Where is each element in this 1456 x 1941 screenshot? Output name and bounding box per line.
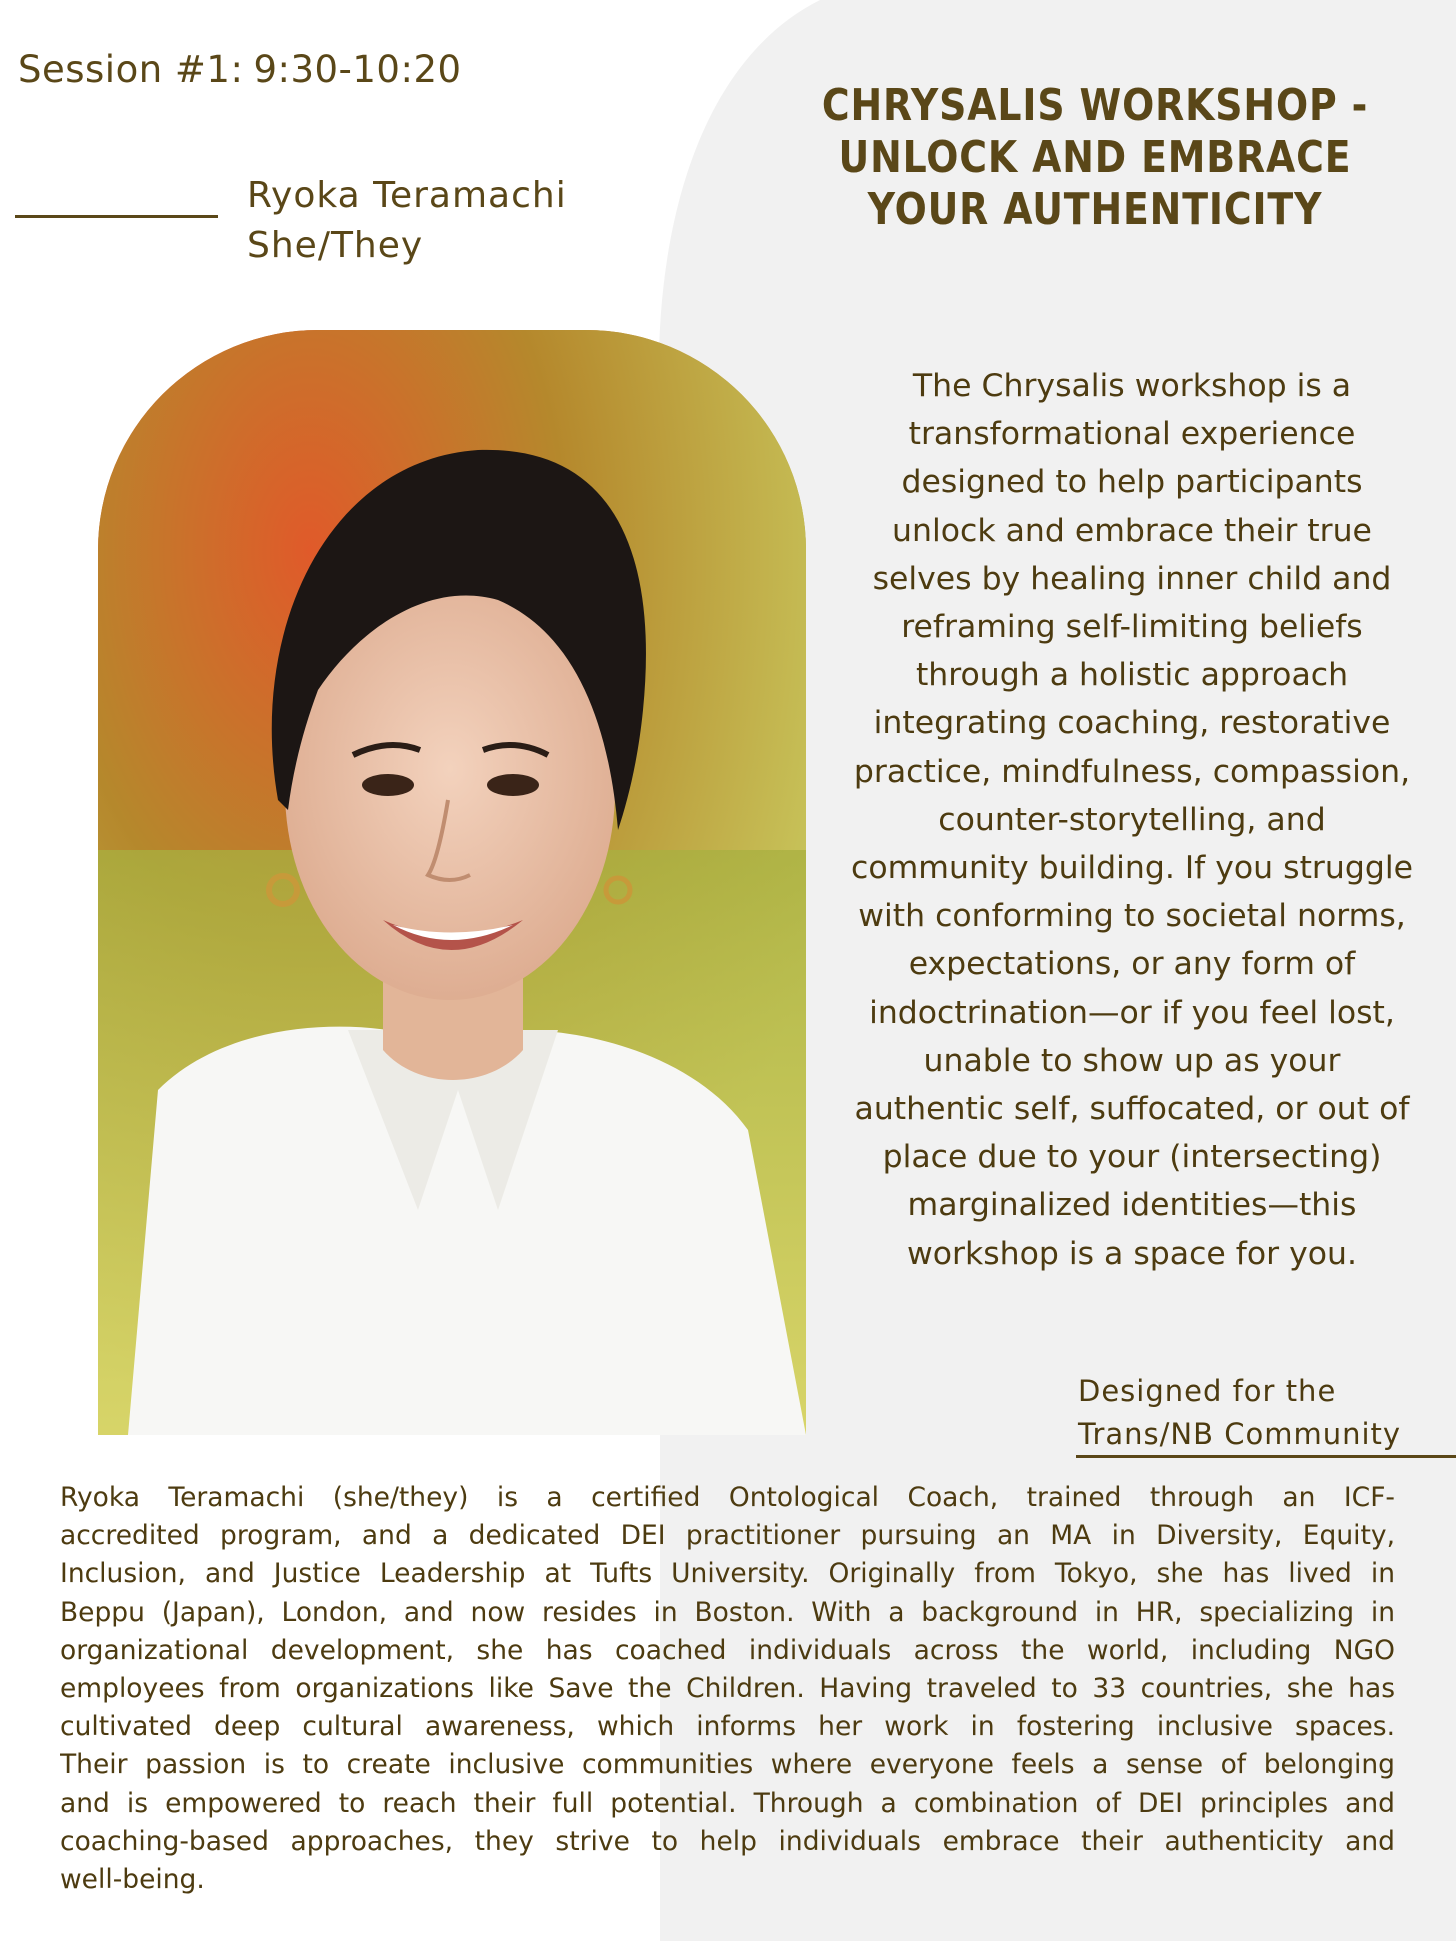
bio-line: and is empowered to reach their full potential. Through a combination of DEI principles and (60, 1787, 1395, 1819)
description-line: transformational experience (908, 416, 1356, 453)
speaker-name: Ryoka Teramachi (247, 175, 567, 216)
description-line: integrating coaching, restorative (873, 705, 1391, 742)
description-line: marginalized identities—this (907, 1187, 1357, 1224)
portrait-illustration (98, 330, 806, 1435)
title-line: UNLOCK AND EMBRACE (838, 132, 1352, 183)
speaker-bio (60, 1479, 1395, 1899)
description-line: community building. If you struggle (851, 850, 1413, 887)
description-line: expectations, or any form of (908, 946, 1356, 983)
description-line: through a holistic approach (915, 657, 1349, 694)
bio-line: accredited program, and a dedicated DEI practitioner pursuing an MA in Diversity, Equity, (60, 1520, 1395, 1552)
audience-line-1: Designed for the (1078, 1374, 1337, 1408)
title-line: YOUR AUTHENTICITY (867, 184, 1323, 235)
bio-line: Ryoka Teramachi (she/they) is a certified Ontological Coach, trained through an ICF- (60, 1482, 1395, 1513)
description-line: designed to help participants (901, 464, 1363, 501)
audience-divider-line (1076, 1455, 1456, 1458)
bio-line: Beppu (Japan), London, and now resides in Boston. With a background in HR, specializing in (60, 1596, 1395, 1628)
name-divider-line (15, 215, 218, 218)
description-line: unable to show up as your (923, 1042, 1341, 1079)
description-line: with conforming to societal norms, (858, 898, 1406, 935)
description-line: authentic self, suffocated, or out of (854, 1091, 1410, 1128)
description-line: unlock and embrace their true (892, 512, 1372, 549)
description-line: The Chrysalis workshop is a (912, 368, 1352, 404)
bio-line: employees from organizations like Save the Children. Having traveled to 33 countries, she has (60, 1673, 1395, 1705)
bio-line: organizational development, she has coached individuals across the world, including NGO (60, 1634, 1395, 1666)
bio-line: well-being. (60, 1864, 205, 1896)
bio-line: coaching-based approaches, they strive to help individuals embrace their authenticity and (60, 1825, 1395, 1857)
audience-line-2: Trans/NB Community (1078, 1417, 1402, 1451)
session-time (18, 48, 462, 91)
bio-line: Inclusion, and Justice Leadership at Tufts University. Originally from Tokyo, she has lived in (60, 1558, 1395, 1590)
description-line: selves by healing inner child and (872, 560, 1392, 597)
session-label: Session #1: (18, 48, 244, 91)
description-line: counter-storytelling, and (938, 801, 1326, 838)
speaker-photo (98, 330, 806, 1435)
description-line: workshop is a space for you. (906, 1235, 1357, 1272)
description-line: reframing self-limiting beliefs (901, 609, 1363, 646)
workshop-description (818, 362, 1446, 1278)
audience-note (1078, 1370, 1401, 1456)
speaker-pronouns: She/They (247, 225, 424, 266)
workshop-title (794, 80, 1396, 236)
session-time-range: 9:30-10:20 (253, 48, 462, 91)
bio-line: cultivated deep cultural awareness, which informs her work in fostering inclusive spaces. (60, 1711, 1395, 1743)
bio-line: Their passion is to create inclusive communities where everyone feels a sense of belonging (60, 1749, 1395, 1781)
description-line: indoctrination—or if you feel lost, (869, 994, 1395, 1031)
description-line: practice, mindfulness, compassion, (853, 753, 1411, 790)
description-line: place due to your (intersecting) (882, 1139, 1382, 1176)
title-line: CHRYSALIS WORKSHOP - (821, 80, 1369, 131)
